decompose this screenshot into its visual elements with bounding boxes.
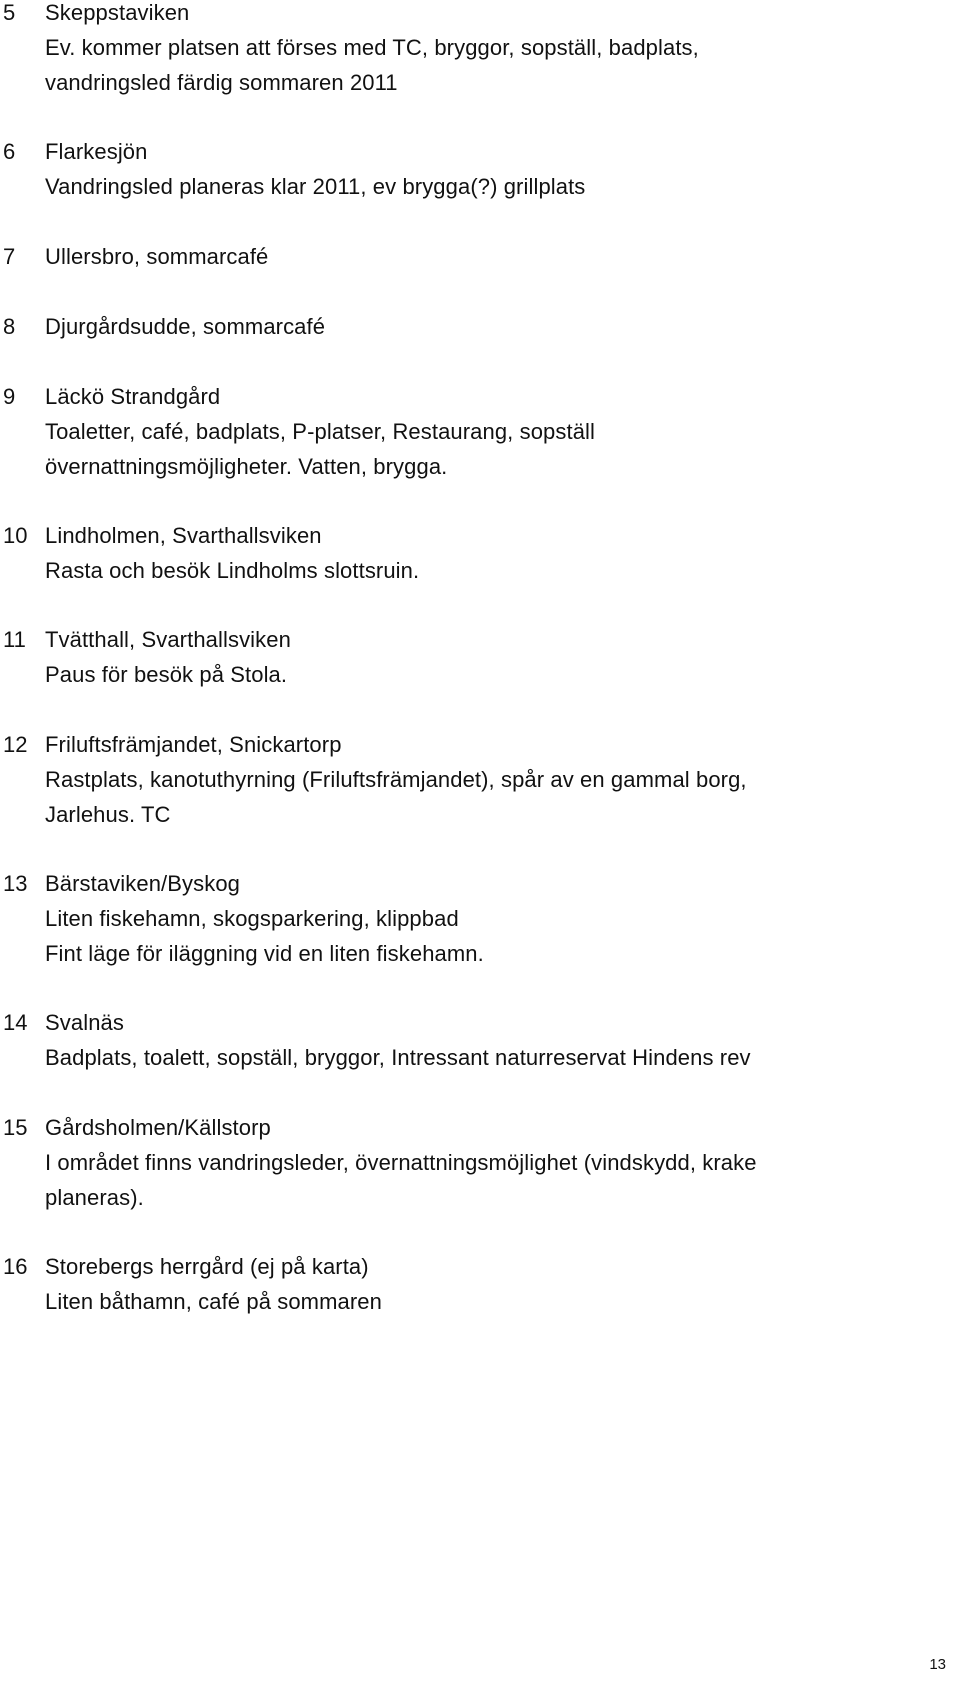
item-number: 15 <box>3 1115 28 1140</box>
item-description-line: Paus för besök på Stola. <box>45 662 288 687</box>
page-number: 13 <box>929 1656 946 1673</box>
item-title: Tvätthall, Svarthallsviken <box>45 627 291 652</box>
item-text <box>45 0 950 100</box>
item-description-line: I området finns vandringsleder, övernattningsmöjlighet (vindskydd, krake <box>45 1150 757 1175</box>
item-title: Läckö Strandgård <box>45 384 221 409</box>
item-title: Flarkesjön <box>45 139 148 164</box>
item-number: 7 <box>3 244 16 269</box>
item-description-line: planeras). <box>45 1185 144 1210</box>
item-text <box>45 239 950 274</box>
item-description-line: Liten båthamn, café på sommaren <box>45 1289 382 1314</box>
item-text <box>45 309 950 344</box>
item-number: 6 <box>3 139 16 164</box>
item-number: 11 <box>3 627 26 652</box>
item-text <box>45 518 950 588</box>
item-description-line: Ev. kommer platsen att förses med TC, bryggor, sopställ, badplats, <box>45 35 699 60</box>
item-title: Ullersbro, sommarcafé <box>45 244 269 269</box>
item-number: 10 <box>3 523 28 548</box>
item-text <box>45 727 950 832</box>
item-text <box>45 866 950 971</box>
item-title: Lindholmen, Svarthallsviken <box>45 523 322 548</box>
item-description-line: Toaletter, café, badplats, P-platser, Restaurang, sopställ <box>45 419 595 444</box>
item-title: Skeppstaviken <box>45 0 190 25</box>
item-text <box>45 1005 950 1075</box>
item-number: 13 <box>3 871 28 896</box>
item-number: 14 <box>3 1010 28 1035</box>
item-title: Svalnäs <box>45 1010 124 1035</box>
item-description-line: övernattningsmöjligheter. Vatten, brygga. <box>45 454 448 479</box>
item-description-line: Vandringsled planeras klar 2011, ev brygga(?) grillplats <box>45 174 586 199</box>
item-title: Djurgårdsudde, sommarcafé <box>45 314 326 339</box>
item-title: Friluftsfrämjandet, Snickartorp <box>45 732 342 757</box>
item-description-line: Badplats, toalett, sopställ, bryggor, Intressant naturreservat Hindens rev <box>45 1045 751 1070</box>
item-number: 5 <box>3 0 16 25</box>
item-description-line: Liten fiskehamn, skogsparkering, klippbad <box>45 906 459 931</box>
item-description-line: Rastplats, kanotuthyrning (Friluftsfrämjandet), spår av en gammal borg, <box>45 767 747 792</box>
item-number: 9 <box>3 384 16 409</box>
item-number: 12 <box>3 732 28 757</box>
item-description-line: vandringsled färdig sommaren 2011 <box>45 70 398 95</box>
item-title: Bärstaviken/Byskog <box>45 871 240 896</box>
item-description-line: Jarlehus. TC <box>45 802 171 827</box>
item-description-line: Fint läge för iläggning vid en liten fiskehamn. <box>45 941 484 966</box>
item-text <box>45 1110 950 1215</box>
item-text <box>45 1249 950 1319</box>
item-number: 8 <box>3 314 16 339</box>
item-title: Gårdsholmen/Källstorp <box>45 1115 271 1140</box>
item-text <box>45 622 950 692</box>
item-description-line: Rasta och besök Lindholms slottsruin. <box>45 558 420 583</box>
item-text <box>45 379 950 484</box>
item-number: 16 <box>3 1254 28 1279</box>
item-title: Storebergs herrgård (ej på karta) <box>45 1254 369 1279</box>
item-text <box>45 134 950 204</box>
